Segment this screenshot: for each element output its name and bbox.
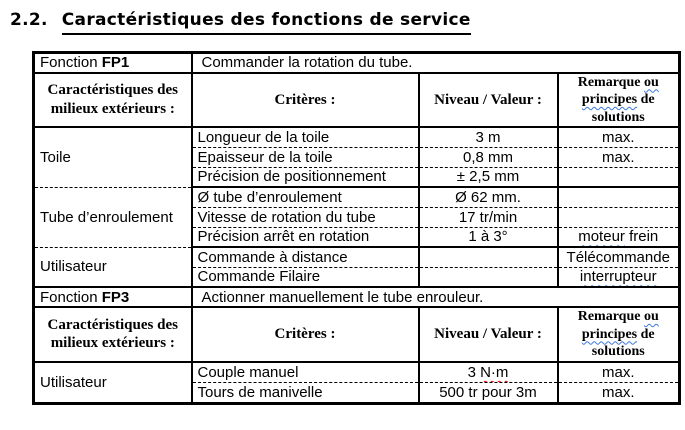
section-title	[10, 10, 685, 30]
table-row	[34, 187, 680, 207]
level-cell: 1 à 3°	[419, 227, 558, 247]
level-cell	[419, 362, 558, 383]
level-text: 3	[467, 363, 476, 381]
remark-cell: max.	[558, 383, 680, 404]
table-row	[34, 362, 680, 383]
header-remark-wavy-word: ou	[643, 309, 659, 324]
header-remark-text: Remarque	[577, 309, 641, 324]
level-cell	[419, 247, 558, 267]
level-wavy-word: N·m	[480, 363, 509, 381]
criteria-cell: Epaisseur de la toile	[192, 147, 419, 167]
header-remark-wavy-word: ou	[643, 74, 659, 90]
header-remark-text: de solutions	[591, 326, 655, 359]
table-row	[34, 247, 680, 267]
remark-cell: max.	[558, 362, 680, 383]
group-cell-utilisateur: Utilisateur	[34, 362, 192, 404]
remark-cell: max.	[558, 127, 680, 147]
level-cell: 17 tr/min	[419, 207, 558, 227]
section-title-text: Caractéristiques des fonctions de service	[62, 10, 471, 35]
remark-cell	[558, 187, 680, 207]
header-criteria: Critères :	[192, 73, 419, 128]
header-remark	[558, 307, 680, 362]
header-remark	[558, 73, 680, 128]
group-cell-toile: Toile	[34, 127, 192, 187]
group-cell-tube: Tube d’enroulement	[34, 187, 192, 247]
criteria-cell: Tours de manivelle	[192, 383, 419, 404]
group-cell-utilisateur: Utilisateur	[34, 247, 192, 287]
header-row-fp1	[34, 73, 680, 128]
function-label-cell	[34, 53, 192, 73]
function-label: Fonction	[40, 288, 98, 306]
remark-cell	[558, 227, 680, 247]
remark-cell	[558, 167, 680, 187]
remark-cell	[558, 207, 680, 227]
function-code: FP3	[101, 288, 130, 306]
level-cell	[419, 267, 558, 287]
function-description: Actionner manuellement le tube enrouleur.	[192, 287, 680, 307]
criteria-cell: Précision de positionnement	[192, 167, 419, 187]
criteria-cell: Couple manuel	[192, 362, 419, 383]
header-level: Niveau / Valeur :	[419, 307, 558, 362]
table-row	[34, 127, 680, 147]
header-row-fp3	[34, 307, 680, 362]
level-cell: Ø 62 mm.	[419, 187, 558, 207]
criteria-cell: Longueur de la toile	[192, 127, 419, 147]
function-label: Fonction	[40, 54, 98, 72]
section-number: 2.2.	[10, 10, 48, 30]
function-code: FP1	[101, 54, 130, 72]
remark-cell	[558, 267, 680, 287]
criteria-cell: Vitesse de rotation du tube	[192, 207, 419, 227]
criteria-cell: Commande Filaire	[192, 267, 419, 287]
remark-text: frein	[629, 228, 659, 246]
function-row-fp3	[34, 287, 680, 307]
remark-cell: max.	[558, 147, 680, 167]
remark-cell: Télécommande	[558, 247, 680, 267]
header-remark-wavy-word: principes	[581, 326, 638, 342]
level-cell: 0,8 mm	[419, 147, 558, 167]
criteria-cell: Ø tube d’enroulement	[192, 187, 419, 207]
criteria-cell: Commande à distance	[192, 247, 419, 267]
header-level: Niveau / Valeur :	[419, 73, 558, 128]
header-remark-wavy-word: principes	[581, 92, 638, 107]
level-cell: ± 2,5 mm	[419, 167, 558, 187]
criteria-cell: Précision arrêt en rotation	[192, 227, 419, 247]
header-remark-text: de solutions	[591, 92, 655, 125]
function-description: Commander la rotation du tube.	[192, 53, 680, 73]
remark-wavy-word: interrupteur	[579, 268, 657, 286]
header-remark-text: Remarque	[577, 74, 641, 90]
function-label-cell	[34, 287, 192, 307]
service-functions-table	[32, 51, 681, 405]
header-characteristics: Caractéristiques des milieux extérieurs :	[34, 73, 192, 128]
function-row-fp1	[34, 53, 680, 73]
level-cell: 500 tr pour 3m	[419, 383, 558, 404]
remark-wavy-word: moteur	[578, 228, 625, 246]
level-cell: 3 m	[419, 127, 558, 147]
header-criteria: Critères :	[192, 307, 419, 362]
header-characteristics: Caractéristiques des milieux extérieurs :	[34, 307, 192, 362]
